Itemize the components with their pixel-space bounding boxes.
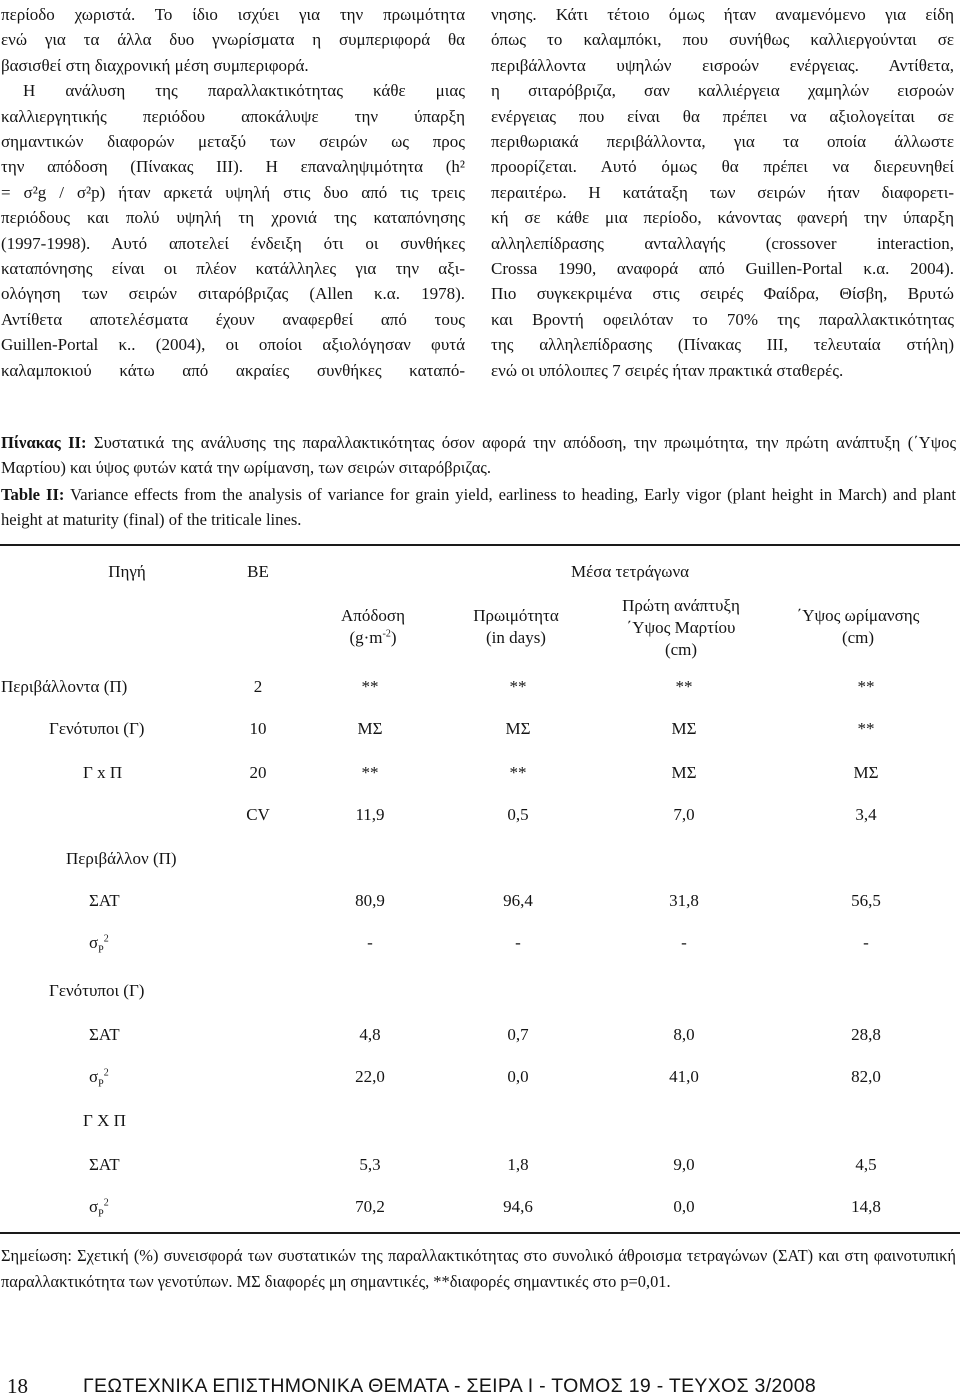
cell-value: 7,0 — [673, 805, 695, 824]
table-caption-greek — [1, 430, 956, 480]
right-column — [491, 2, 954, 383]
cell-value: 96,4 — [503, 891, 533, 910]
text-line: καλαμποκιού κάτω από ακραίες συνθήκες καταπό- — [1, 360, 465, 380]
row-df: 20 — [249, 763, 267, 782]
cell-value: ** — [361, 763, 379, 782]
row-source: Γ x Π — [83, 763, 123, 782]
cell-value: 0,5 — [507, 805, 529, 824]
cell-value: ** — [509, 677, 527, 696]
row-source: Γενότυποι (Γ) — [49, 719, 145, 738]
cell-value: - — [367, 933, 373, 952]
table-note: Σημείωση: Σχετική (%) συνεισφορά των συστατικών της παραλλακτικότητας στο συνολικό άθροισμα τετραγώνων (ΣΑΤ) και στη φαινοτυπική παραλλακτικότητα των γενοτύπων. ΜΣ διαφορές μη σημαντικές, **διαφορές σημαντικές στο p=0,01. — [1, 1246, 956, 1291]
cell-value: - — [515, 933, 521, 952]
cell-value: ΜΣ — [505, 719, 531, 738]
row-label-sat: ΣΑΤ — [89, 1155, 120, 1174]
text-line: αλληλεπίδρασης ανταλλαγής (crossover interaction, — [491, 233, 954, 253]
cell-value: 22,0 — [355, 1067, 385, 1086]
text-line: και Βροντή οφειλόταν το 70% της παραλλακτικότητας — [491, 309, 954, 329]
table-bottom-rule — [0, 1232, 960, 1234]
cell-value: - — [863, 933, 869, 952]
cell-value: 70,2 — [355, 1197, 385, 1216]
cell-value: 0,7 — [507, 1025, 529, 1044]
cell-value: 41,0 — [669, 1067, 699, 1086]
text-line: Crossa 1990, αναφορά από Guillen-Portal κ.α. 2004). — [491, 259, 954, 279]
left-column — [1, 2, 465, 383]
table-caption-english — [1, 482, 956, 532]
caption-text: Συστατικά της ανάλυσης της παραλλακτικότητας όσον αφορά την απόδοση, την πρωιμότητα, την πρώτη ανάπτυξη (΄Υψος Μαρτίου) και ύψος φυτών κατά την ωρίμανση, των σειρών σιταρόβριζας. — [1, 433, 957, 477]
header-source: Πηγή — [108, 562, 146, 581]
row-label-sigma-p: $\sigma_P^2$ — [89, 1197, 109, 1220]
cell-value: ΜΣ — [671, 719, 697, 738]
cell-value: 28,8 — [851, 1025, 881, 1044]
cell-value: 0,0 — [673, 1197, 695, 1216]
cv-label: CV — [246, 805, 270, 824]
text-line: βασισθεί στη διαχρονική μέση συμπεριφορά. — [1, 55, 309, 75]
text-line: ενώ οι υπόλοιπες 7 σειρές ήταν πρακτικά σταθερές. — [491, 360, 844, 380]
text-line: (1997-1998). Αυτό αποτελεί ένδειξη ότι οι συνθήκες — [1, 233, 465, 253]
cell-value: ΜΣ — [671, 763, 697, 782]
text-line: περιβάλλοντα υψηλών εισροών ενέργειας. Αντίθετα, — [491, 55, 954, 75]
row-source: Περιβάλλοντα (Π) — [1, 677, 128, 696]
caption-label: Table II: — [1, 485, 65, 504]
text-line: περιόδους και πολύ υψηλή τη χρονιά της καταπόνησης — [1, 208, 465, 228]
text-line: προορίζεται. Αυτό όμως θα πρέπει να διερευνηθεί — [491, 157, 954, 177]
cell-value: 82,0 — [851, 1067, 881, 1086]
text-line: νησης. Κάτι τέτοιο όμως ήταν αναμενόμενο για είδη — [491, 5, 954, 24]
cell-value: ** — [675, 677, 693, 696]
cell-value: 4,8 — [359, 1025, 381, 1044]
text-line: ενώ για τα άλλα δυο γνωρίσματα η συμπεριφορά θα — [1, 30, 465, 50]
cell-value: 0,0 — [507, 1067, 529, 1086]
row-label-sigma-p: $\sigma_P^2$ — [89, 933, 109, 956]
text-line: της αλληλεπίδρασης (Πίνακας ΙΙΙ, τελευταία στήλη) — [491, 335, 954, 355]
journal-footer: ΓΕΩΤΕΧΝΙΚΑ ΕΠΙΣΤΗΜΟΝΙΚΑ ΘΕΜΑΤΑ - ΣΕΙΡΑ Ι - ΤΟΜΟΣ 19 - ΤΕΥΧΟΣ 3/2008 — [83, 1375, 816, 1397]
cell-value: ** — [857, 677, 875, 696]
cell-value: ΜΣ — [853, 763, 879, 782]
cell-value: - — [681, 933, 687, 952]
cell-value: 3,4 — [855, 805, 877, 824]
row-label-sat: ΣΑΤ — [89, 1025, 120, 1044]
group-title: Γενότυποι (Γ) — [49, 981, 145, 1000]
header-earliness: Πρωιμότητα (in days) — [473, 606, 559, 647]
text-line: = σ²g / σ²p) ήταν αρκετά υψηλή στις δυο από τις τρεις — [1, 182, 465, 202]
header-yield: Απόδοση $(g\cdot m^{-2})$ — [341, 606, 405, 647]
text-line: ενέργειας που είναι θα πρέπει να αξιολογείται σε — [491, 106, 954, 126]
text-line: περαιτέρω. Η κατάταξη των σειρών ήταν διαφορετι- — [491, 182, 954, 202]
cell-value: 56,5 — [851, 891, 881, 910]
row-df: 2 — [253, 677, 263, 696]
header-mean-squares: Μέσα τετράγωνα — [570, 562, 690, 581]
cell-value: 8,0 — [673, 1025, 695, 1044]
text-line: καταπόνησης είναι οι πλέον κατάλληλες για την αξι- — [1, 259, 465, 279]
row-label-sat: ΣΑΤ — [89, 891, 120, 910]
header-early-vigor: Πρώτη ανάπτυξη ΄Υψος Μαρτίου (cm) — [622, 596, 740, 659]
text-line: την απόδοση (Πίνακας ΙΙΙ). Η επαναληψιμότητα (h² — [1, 157, 465, 177]
group-title: Γ Χ Π — [83, 1111, 126, 1130]
cell-value: 94,6 — [503, 1197, 533, 1216]
text-line: σημαντικών διαφορών μεταξύ των σειρών ως προς — [1, 132, 465, 152]
text-line: Η ανάλυση της παραλλακτικότητας κάθε μιας — [23, 81, 465, 101]
text-line: η σιταρόβριζα, σαν καλλιέργεια χαμηλών εισροών — [491, 81, 954, 101]
cell-value: ** — [361, 677, 379, 696]
cell-value: ** — [509, 763, 527, 782]
cell-value: 5,3 — [359, 1155, 381, 1174]
body-columns — [0, 2, 960, 400]
cell-value: 80,9 — [355, 891, 385, 910]
cell-value: 11,9 — [355, 805, 385, 824]
text-line: περιθωριακά περιβάλλοντα, για τα οποία άλλωστε — [491, 132, 954, 152]
cell-value: 4,5 — [855, 1155, 877, 1174]
text-line: Guillen-Portal κ.. (2004), οι οποίοι αξιολόγησαν φυτά — [1, 335, 465, 355]
row-label-sigma-p: $\sigma_P^2$ — [89, 1067, 109, 1090]
text-line: Αντίθετα αποτελέσματα έχουν αναφερθεί από τους — [1, 309, 465, 329]
cell-value: 31,8 — [669, 891, 699, 910]
cell-value: 9,0 — [673, 1155, 695, 1174]
text-line: καλλιεργητικής περιόδου αποκάλυψε την ύπαρξη — [1, 106, 465, 126]
text-line: Πιο συγκεκριμένα στις σειρές Φαίδρα, Θίσβη, Βρυτώ — [491, 284, 954, 304]
cell-value: ** — [857, 719, 875, 738]
group-title: Περιβάλλον (Π) — [66, 849, 177, 868]
header-df: ΒΕ — [247, 562, 269, 581]
text-line: περίοδο χωριστά. Το ίδιο ισχύει για την πρωιμότητα — [1, 5, 465, 24]
text-line: όπως το καλαμπόκι, που συνήθως καλλιεργούνται σε — [491, 30, 954, 50]
cell-value: ΜΣ — [357, 719, 383, 738]
caption-label: Πίνακας ΙΙ: — [1, 433, 87, 452]
text-line: ολόγηση των σειρών σιταρόβριζας (Allen κ.α. 1978). — [1, 284, 465, 304]
header-height-maturity: ΄Υψος ωρίμανσης (cm) — [796, 606, 920, 647]
page-number: 18 — [7, 1374, 28, 1398]
table-top-rule — [0, 544, 960, 546]
text-line: κή σε κάθε μια περίοδο, κάνοντας φανερή την ύπαρξη — [491, 208, 954, 228]
row-df: 10 — [249, 719, 267, 738]
cell-value: 14,8 — [851, 1197, 881, 1216]
caption-text: Variance effects from the analysis of variance for grain yield, earliness to heading, Early vigor (plant height in March) and plant height at maturity (final) of the triticale lines. — [1, 485, 956, 529]
cell-value: 1,8 — [507, 1155, 529, 1174]
